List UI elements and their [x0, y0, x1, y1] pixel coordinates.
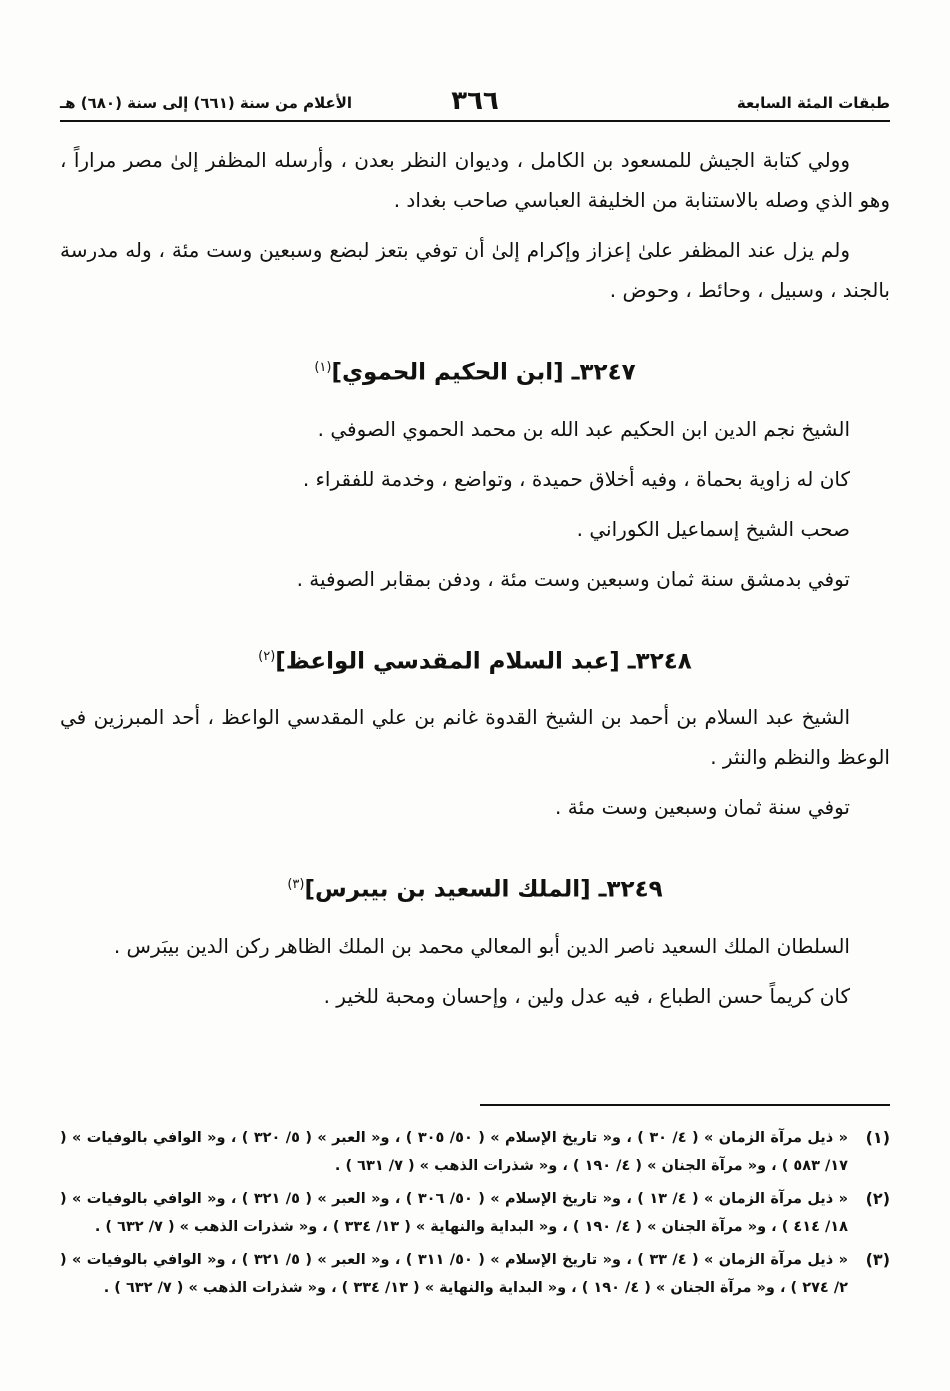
- footnote-number: (٣): [865, 1250, 890, 1269]
- header-rule: [60, 120, 890, 122]
- header-range-title: الأعلام من سنة (٦٦١) إلى سنة (٦٨٠) هـ: [60, 94, 353, 112]
- footnote-text: « ذيل مرآة الزمان » ( ٤/ ٣٠ ) ، و« تاريخ الإسلام » ( ٥٠/ ٣٠٥ ) ، و« العبر » ( ٥/ ٣٢٠ ) ، و« الوافي بالوفيات » ( ١٧/ ٥٨٣ ) ، و« مرآة الجنان » ( ٤/ ١٩٠ ) ، و« شذرات الذهب » ( ٧/ ٦٣١ ) .: [60, 1130, 848, 1174]
- header-section-title: طبقات المئة السابعة: [736, 94, 890, 112]
- page-number: ٣٦٦: [451, 86, 499, 116]
- paragraph: صحب الشيخ إسماعيل الكوراني .: [576, 516, 850, 541]
- footnote-ref: (١): [314, 360, 332, 375]
- entry-title: [60, 348, 890, 393]
- entry-title-text: ٣٢٤٨ـ [عبد السلام المقدسي الواعظ]: [275, 648, 692, 675]
- paragraph: السلطان الملك السعيد ناصر الدين أبو المعالي محمد بن الملك الظاهر ركن الدين بيبَرس .: [113, 933, 850, 958]
- paragraph: ولم يزل عند المظفر علىٰ إعزاز وإكرام إلىٰ أن توفي بتعز لبضع وسبعين وست مئة ، وله مدرسة بالجند ، وسبيل ، وحائط ، وحوض .: [60, 238, 890, 302]
- footnote: [60, 1124, 890, 1180]
- paragraph: الشيخ نجم الدين ابن الحكيم عبد الله بن محمد الحموي الصوفي .: [317, 416, 850, 441]
- footnote-number: (١): [865, 1128, 890, 1147]
- running-header: [60, 86, 890, 122]
- footnote-separator: [480, 1104, 890, 1106]
- paragraph: الشيخ عبد السلام بن أحمد بن الشيخ القدوة غانم بن علي المقدسي الواعظ ، أحد المبرزين في الوعظ والنظم والنثر .: [60, 705, 890, 770]
- footnote-number: (٢): [865, 1189, 890, 1208]
- paragraph: توفي سنة ثمان وسبعين وست مئة .: [555, 795, 850, 820]
- entry-title-text: ٣٢٤٩ـ [الملك السعيد بن بيبرس]: [304, 876, 663, 903]
- paragraph: كان كريماً حسن الطباع ، فيه عدل ولين ، وإحسان ومحبة للخير .: [323, 983, 850, 1008]
- paragraph: كان له زاوية بحماة ، وفيه أخلاق حميدة ، وتواضع ، وخدمة للفقراء .: [302, 466, 850, 491]
- footnotes: [60, 1124, 890, 1307]
- footnote: [60, 1185, 890, 1241]
- entry-title-text: ٣٢٤٧ـ [ابن الحكيم الحموي]: [331, 359, 636, 386]
- footnote-text: « ذيل مرآة الزمان » ( ٤/ ٣٣ ) ، و« تاريخ الإسلام » ( ٥٠/ ٣١١ ) ، و« العبر » ( ٥/ ٣٢١ ) ، و« الوافي بالوفيات » ( ٢/ ٢٧٤ ) ، و« مرآة الجنان » ( ٤/ ١٩٠ ) ، و« البداية والنهاية » ( ١٣/ ٣٣٤ ) ، و« شذرات الذهب » ( ٧/ ٦٣٢ ) .: [60, 1252, 848, 1296]
- footnote-text: « ذيل مرآة الزمان » ( ٤/ ١٣ ) ، و« تاريخ الإسلام » ( ٥٠/ ٣٠٦ ) ، و« العبر » ( ٥/ ٣٢١ ) ، و« الوافي بالوفيات » ( ١٨/ ٤١٤ ) ، و« مرآة الجنان » ( ٤/ ١٩٠ ) ، و« البداية والنهاية » ( ١٣/ ٣٣٤ ) ، و« شذرات الذهب » ( ٧/ ٦٣٢ ) .: [60, 1191, 848, 1235]
- entry-title: [60, 865, 890, 910]
- footnote-ref: (٣): [287, 877, 305, 893]
- main-text: [60, 140, 890, 1026]
- entry-title: [60, 637, 890, 682]
- footnote: [60, 1246, 890, 1302]
- paragraph: وولي كتابة الجيش للمسعود بن الكامل ، وديوان النظر بعدن ، وأرسله المظفر إلىٰ مصر مراراً ، وهو الذي وصله بالاستنابة من الخليفة العباسي صاحب بغداد .: [60, 148, 890, 212]
- paragraph: توفي بدمشق سنة ثمان وسبعين وست مئة ، ودفن بمقابر الصوفية .: [296, 566, 850, 591]
- footnote-ref: (٢): [258, 648, 276, 664]
